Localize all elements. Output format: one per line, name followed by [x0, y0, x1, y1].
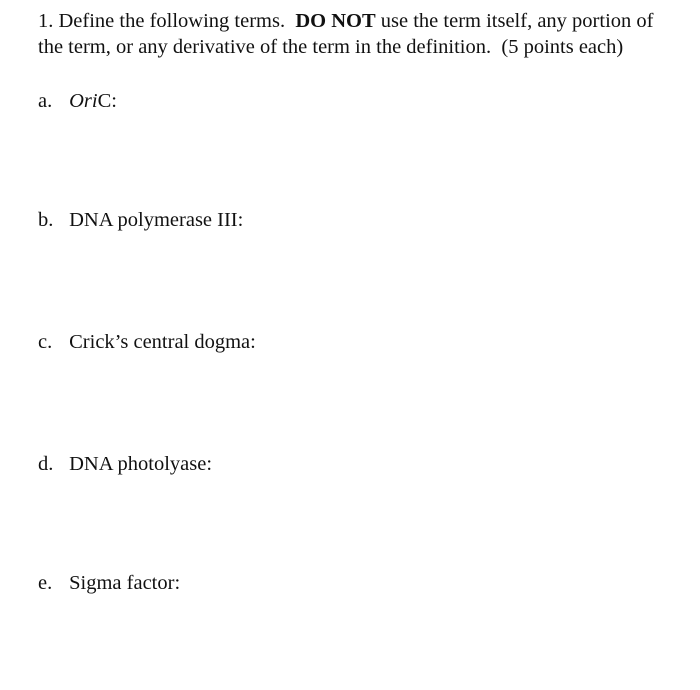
question-points: (5 points each) — [501, 36, 624, 58]
term-label: DNA polymerase III: — [69, 209, 244, 231]
answer-space-b[interactable] — [38, 237, 658, 327]
item-letter: d. — [38, 453, 54, 475]
term-suffix: : — [111, 90, 117, 112]
term-italic-part: Ori — [69, 90, 98, 112]
item-letter: a. — [38, 90, 53, 112]
term-item-d — [38, 451, 212, 477]
question-prompt — [38, 8, 678, 60]
question-instruction-rest: use the term itself, any portion of the term, or any derivative of the term in the definition. — [38, 10, 654, 58]
question-instruction: Define the following terms. — [58, 10, 286, 32]
answer-space-d[interactable] — [38, 481, 658, 571]
answer-space-a[interactable] — [38, 118, 658, 208]
answer-space-c[interactable] — [38, 359, 658, 449]
term-label: Sigma factor: — [69, 572, 181, 594]
item-letter: b. — [38, 209, 54, 231]
term-label: DNA photolyase: — [69, 453, 213, 475]
item-letter: e. — [38, 572, 53, 594]
question-number: 1. — [38, 10, 54, 32]
question-emphasis: DO NOT — [295, 10, 376, 32]
term-item-b — [38, 207, 243, 233]
term-item-e — [38, 570, 180, 596]
item-letter: c. — [38, 331, 53, 353]
term-label: Crick’s central dogma: — [69, 331, 256, 353]
term-rest-part: C — [97, 90, 112, 112]
term-item-a — [38, 88, 117, 114]
term-item-c — [38, 329, 256, 355]
answer-space-e[interactable] — [38, 600, 658, 690]
